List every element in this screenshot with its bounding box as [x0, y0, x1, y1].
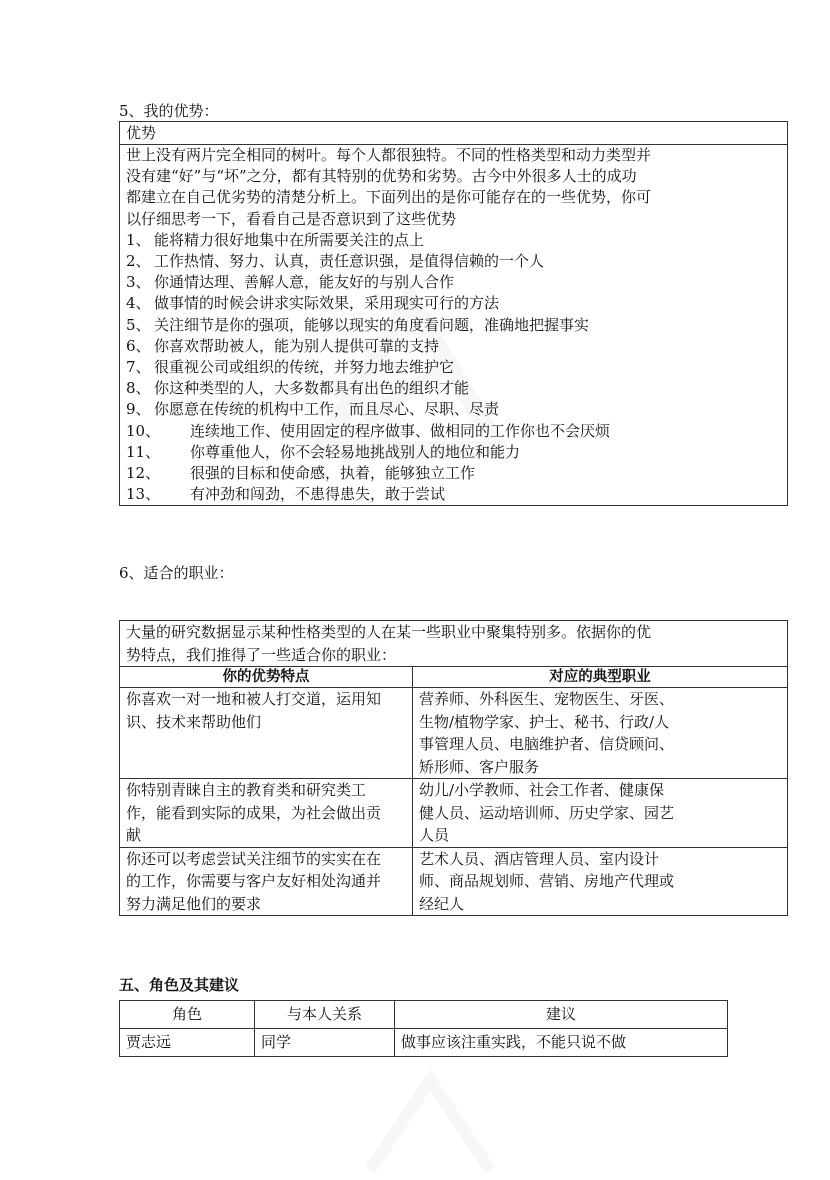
careers-cell: 艺术人员、酒店管理人员、室内设计 师、商品规划师、营销、房地产代理或 经纪人: [413, 847, 788, 916]
col-header-careers: 对应的典型职业: [413, 667, 788, 688]
col-header-advice: 建议: [395, 1001, 728, 1029]
advantage-item: 12、 很强的目标和使命感，执着，能够独立工作: [126, 464, 476, 483]
section-5-heading: 5、我的优势：: [119, 102, 219, 120]
section-6-heading: 6、适合的职业：: [119, 564, 234, 582]
careers-intro-line: 势特点，我们推得了一些适合你的职业：: [126, 645, 397, 664]
traits-cell: 你特别青睐自主的教育类和研究类工 作，能看到实际的成果，为社会做出贡 献: [120, 779, 413, 848]
table-row: [120, 779, 788, 848]
col-header-relation: 与本人关系: [255, 1001, 395, 1029]
advantages-body: [120, 145, 788, 506]
advantages-intro-line: 都建立在自己优劣势的清楚分析上。下面列出的是你可能存在的一些优势，你可: [126, 188, 652, 207]
advantage-item: 13、 有冲劲和闯劲，不患得患失，敢于尝试: [126, 485, 446, 504]
advice-cell: 做事应该注重实践，不能只说不做: [395, 1029, 728, 1057]
advantage-item: 7、 很重视公司或组织的传统，并努力地去维护它: [126, 358, 455, 377]
traits-cell: 你喜欢一对一地和被人打交道，运用知 识、技术来帮助他们: [120, 688, 413, 779]
advantage-item: 3、 你通情达理、善解人意，能友好的与别人合作: [126, 273, 455, 292]
roles-table: [119, 1000, 728, 1057]
careers-cell: 幼儿/小学教师、社会工作者、健康保 健人员、运动培训师、历史学家、园艺 人员: [413, 779, 788, 848]
advantage-item: 5、 关注细节是你的强项，能够以现实的角度看问题，准确地把握事实: [126, 315, 590, 334]
advantages-table: [119, 121, 788, 506]
careers-table: [119, 620, 788, 916]
advantages-box-title: 优势: [120, 122, 788, 145]
col-header-traits: 你的优势特点: [120, 667, 413, 688]
table-row: [120, 847, 788, 916]
role-cell: 贾志远: [120, 1029, 255, 1057]
table-row: [120, 1029, 728, 1057]
roles-heading: 五、角色及其建议: [119, 976, 240, 994]
advantage-item: 8、 你这种类型的人，大多数都具有出色的组织才能: [126, 379, 470, 398]
advantage-item: 2、 工作热情、努力、认真，责任意识强，是值得信赖的一个人: [126, 252, 545, 271]
col-header-role: 角色: [120, 1001, 255, 1029]
careers-intro: [120, 621, 788, 667]
table-row: [120, 688, 788, 779]
advantage-item: 4、 做事情的时候会讲求实际效果，采用现实可行的方法: [126, 294, 500, 313]
traits-cell: 你还可以考虑尝试关注细节的实实在在 的工作，你需要与客户友好相处沟通并 努力满足他们的要求: [120, 847, 413, 916]
relation-cell: 同学: [255, 1029, 395, 1057]
advantages-intro-line: 以仔细思考一下，看看自己是否意识到了这些优势: [126, 209, 457, 228]
advantage-item: 9、 你愿意在传统的机构中工作，而且尽心、尽职、尽责: [126, 400, 500, 419]
advantages-intro-line: 没有建“好”与“坏”之分，都有其特别的优势和劣势。古今中外很多人士的成功: [126, 167, 637, 186]
careers-cell: 营养师、外科医生、宠物医生、牙医、 生物/植物学家、护士、秘书、行政/人 事管理人员、电脑维护者、信贷顾问、 矫形师、客户服务: [413, 688, 788, 779]
advantages-intro-line: 世上没有两片完全相同的树叶。每个人都很独特。不同的性格类型和动力类型并: [126, 146, 652, 164]
advantage-item: 10、 连续地工作、使用固定的程序做事、做相同的工作你也不会厌烦: [126, 421, 611, 440]
advantage-item: 6、 你喜欢帮助被人，能为别人提供可靠的支持: [126, 336, 440, 355]
careers-intro-line: 大量的研究数据显示某种性格类型的人在某一些职业中聚集特别多。依据你的优: [126, 623, 652, 641]
advantage-item: 1、 能将精力很好地集中在所需要关注的点上: [126, 230, 425, 249]
advantage-item: 11、 你尊重他人，你不会轻易地挑战别人的地位和能力: [126, 442, 521, 461]
watermark-logo-bottom: [330, 1060, 530, 1180]
